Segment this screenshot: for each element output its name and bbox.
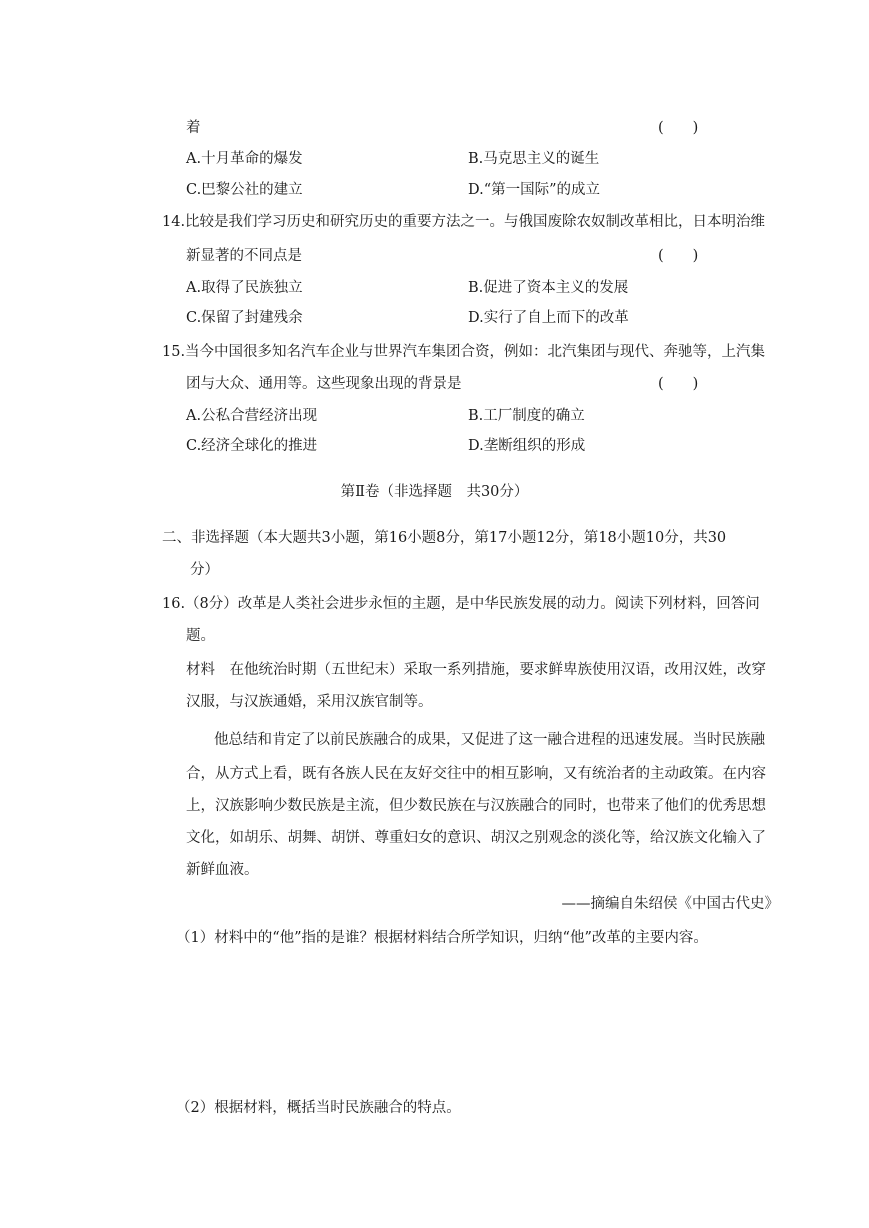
q15-option-a: A.公私合营经济出现 [186, 408, 318, 424]
q15-option-c: C.经济全球化的推进 [186, 438, 318, 454]
q15-answer-paren: ( ) [658, 376, 699, 392]
q16-material-line5: 上，汉族影响少数民族是主流，但少数民族在与汉族融合的同时，也带来了他们的优秀思想 [186, 798, 766, 814]
q16-subquestion-1: （1）材料中的“他”指的是谁？根据材料结合所学知识，归纳“他”改革的主要内容。 [176, 930, 708, 946]
q15-stem-line2: 团与大众、通用等。这些现象出现的背景是 [186, 376, 462, 392]
q16-material-line3: 他总结和肯定了以前民族融合的成果，又促进了这一融合进程的迅速发展。当时民族融 [214, 732, 765, 748]
part2-intro-line2: 分） [190, 562, 219, 578]
q13-answer-paren: ( ) [658, 120, 699, 136]
q16-material-line2: 汉服，与汉族通婚，采用汉族官制等。 [186, 694, 433, 710]
q13-option-d: D.“第一国际”的成立 [468, 182, 601, 198]
q16-stem-line1: 16.（8分）改革是人类社会进步永恒的主题，是中华民族发展的动力。阅读下列材料，回答问 [162, 596, 760, 612]
part2-title: 第Ⅱ卷（非选择题 共30分） [340, 484, 529, 500]
q16-material-line4: 合，从方式上看，既有各族人民在友好交往中的相互影响，又有统治者的主动政策。在内容 [186, 766, 766, 782]
q16-source: ——摘编自朱绍侯《中国古代史》 [561, 896, 779, 912]
q16-subquestion-2: （2）根据材料，概括当时民族融合的特点。 [176, 1100, 461, 1116]
q14-answer-paren: ( ) [658, 248, 699, 264]
q15-option-b: B.工厂制度的确立 [468, 408, 585, 424]
q14-option-a: A.取得了民族独立 [186, 280, 303, 296]
q16-stem-line2: 题。 [186, 628, 215, 644]
q14-stem-line2: 新显著的不同点是 [186, 248, 302, 264]
q15-option-d: D.垄断组织的形成 [468, 438, 586, 454]
q13-continuation: 着 [186, 120, 201, 136]
q16-material-line1: 材料 在他统治时期（五世纪末）采取一系列措施，要求鲜卑族使用汉语，改用汉姓，改穿 [186, 662, 766, 678]
q13-option-c: C.巴黎公社的建立 [186, 182, 303, 198]
q16-material-line7: 新鲜血液。 [186, 862, 259, 878]
q14-option-c: C.保留了封建残余 [186, 310, 303, 326]
part2-intro-line1: 二、非选择题（本大题共3小题，第16小题8分，第17小题12分，第18小题10分，共30 [162, 530, 727, 546]
q16-material-line6: 文化，如胡乐、胡舞、胡饼、尊重妇女的意识、胡汉之别观念的淡化等，给汉族文化输入了 [186, 830, 766, 846]
q13-option-b: B.马克思主义的诞生 [468, 151, 600, 167]
q14-option-b: B.促进了资本主义的发展 [468, 280, 629, 296]
q15-stem-line1: 15.当今中国很多知名汽车企业与世界汽车集团合资，例如：北汽集团与现代、奔驰等，上汽集 [162, 344, 766, 360]
q14-stem-line1: 14.比较是我们学习历史和研究历史的重要方法之一。与俄国废除农奴制改革相比，日本明治维 [162, 214, 766, 230]
q13-option-a: A.十月革命的爆发 [186, 151, 303, 167]
q14-option-d: D.实行了自上而下的改革 [468, 310, 629, 326]
